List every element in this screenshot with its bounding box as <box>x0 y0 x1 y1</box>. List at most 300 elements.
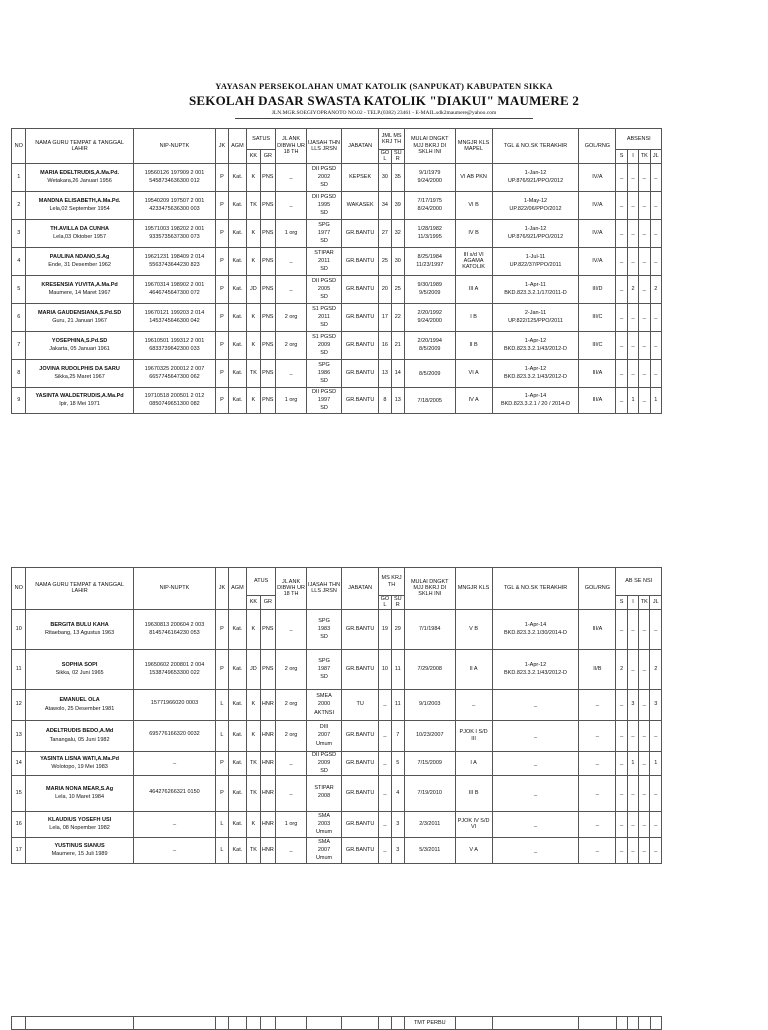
abs-s-cell: _ <box>616 247 627 275</box>
nip-cell-line: 19630813 200604 2 003 <box>144 621 205 628</box>
col-diploma: IJASAH THN LLS JRSN <box>307 129 342 164</box>
nip-cell-line: 6657745647300 062 <box>149 374 200 381</box>
col-abs-jl: JL <box>650 150 662 164</box>
abs-tk-cell: _ <box>639 191 650 219</box>
sk-cell-line: 1-Jan-12 <box>524 169 547 176</box>
kk-cell: TK <box>247 751 260 775</box>
sk-cell-line: 1-Jan-12 <box>524 225 547 232</box>
col-sk: TGL & NO.SK TERAKHIR <box>492 129 579 164</box>
diploma-cell <box>307 775 342 811</box>
start-date-cell-line: 7/17/1975 <box>417 197 442 204</box>
diploma-cell-line: AKTNSI <box>314 709 334 716</box>
diploma-cell-line: STIPAR <box>314 784 334 791</box>
start-date-cell: 10/23/2007 <box>404 720 455 751</box>
abs-s-cell: _ <box>616 689 627 720</box>
golrng-cell: IV/A <box>579 191 616 219</box>
religion-cell: Kat. <box>228 689 247 720</box>
abs-i-cell: 1 <box>627 387 638 413</box>
jk-cell: P <box>216 191 228 219</box>
start-date-cell-line: 9/1/1979 <box>419 169 441 176</box>
start-date-cell: 7/15/2009 <box>404 751 455 775</box>
abs-i-cell: _ <box>627 163 638 191</box>
col-nip: NIP-NUPTK <box>133 129 216 164</box>
start-date-cell <box>404 331 455 359</box>
start-date-cell-line: 9/24/2000 <box>417 318 442 325</box>
golrng-cell: IV/A <box>579 163 616 191</box>
table-row <box>12 331 662 359</box>
diploma-cell-line: SD <box>320 238 328 245</box>
diploma-cell <box>307 275 342 303</box>
abs-tk-cell: _ <box>639 609 650 649</box>
sur-cell: 25 <box>391 275 404 303</box>
row-no: 16 <box>12 811 26 837</box>
teacher-name-cell <box>26 303 133 331</box>
diploma-cell <box>307 720 342 751</box>
table-row <box>12 303 662 331</box>
abs-jl-cell: _ <box>650 837 662 863</box>
position-cell: GR.BANTU <box>342 359 379 387</box>
table-row <box>12 775 662 811</box>
children-cell: 2 org <box>276 689 307 720</box>
teacher-name-cell-line: Sikka,25 Maret 1967 <box>54 374 105 381</box>
diploma-cell <box>307 811 342 837</box>
teacher-name-cell-line: MANDNA ELISABETH,A.Ma.Pd. <box>38 197 121 204</box>
children-cell: _ <box>276 275 307 303</box>
gol-cell: 19 <box>379 609 391 649</box>
class-cell: I A <box>455 751 492 775</box>
teacher-name-cell-line: Wetakara,26 Januari 1956 <box>47 178 112 185</box>
gol-cell: 27 <box>379 219 391 247</box>
row-no: 5 <box>12 275 26 303</box>
diploma-cell-line: Umum <box>315 829 333 836</box>
diploma-cell-line: SMA <box>318 812 330 819</box>
diploma-cell-line: SD <box>320 378 328 385</box>
abs-i-cell: _ <box>627 191 638 219</box>
diploma-cell <box>307 303 342 331</box>
school-title: SEKOLAH DASAR SWASTA KATOLIK "DIAKUI" MAUMERE 2 <box>188 93 580 108</box>
abs-jl-cell: _ <box>650 219 662 247</box>
nip-cell-line: 4233475636300 003 <box>149 206 200 213</box>
sk-cell-line: BKD.823.3.2.1/30/2014-D <box>503 630 567 637</box>
diploma-cell-line: S1 PGSD <box>312 333 336 340</box>
religion-cell: Kat. <box>228 837 247 863</box>
abs-i-cell: _ <box>627 219 638 247</box>
teacher-name-cell-line: YASINTA WALDETRUDIS,A.Ma.Pd <box>35 392 124 399</box>
start-date-cell-line: 8/5/2009 <box>419 370 441 377</box>
diploma-cell <box>307 751 342 775</box>
teacher-name-cell-line: Ende, 31 Desember 1962 <box>48 262 111 269</box>
gol-cell: 30 <box>379 163 391 191</box>
position-cell: GR.BANTU <box>342 751 379 775</box>
abs-jl-cell: 3 <box>650 689 662 720</box>
col2-abs-jl: JL <box>650 596 662 610</box>
nip-cell-line: 19670121 199203 2 014 <box>144 309 205 316</box>
col-start: MULAI DNGKT MJJ BKRJ DI SKLH INI <box>404 129 455 164</box>
col2-absence: AB SE NSI <box>616 568 662 596</box>
kk-cell: K <box>247 720 260 751</box>
jk-cell: L <box>216 720 228 751</box>
religion-cell: Kat. <box>228 751 247 775</box>
diploma-cell-line: 1986 <box>317 369 331 376</box>
kk-cell: TK <box>247 191 260 219</box>
class-subject-cell: I B <box>455 303 492 331</box>
teacher-name-cell-line: BERGITA BULU KAHA <box>50 621 109 628</box>
nip-cell <box>133 775 216 811</box>
nip-cell <box>133 359 216 387</box>
kk-cell: JD <box>247 275 260 303</box>
teacher-name-cell-line: Wolotopo, 19 Mei 1983 <box>51 764 108 771</box>
golrng-cell: III/D <box>579 275 616 303</box>
gr-cell: PNS <box>260 387 275 413</box>
gr-cell: PNS <box>260 163 275 191</box>
teacher-name-cell <box>26 811 133 837</box>
religion-cell: Kat. <box>228 720 247 751</box>
position-cell: GR.BANTU <box>342 275 379 303</box>
gr-cell: HNR <box>260 775 275 811</box>
teacher-name-cell-line: MARIA NONA MEAR,S.Ag <box>46 785 114 792</box>
col2-service: MS KRJ TH <box>379 568 405 596</box>
class-cell: III B <box>455 775 492 811</box>
sur-cell: 35 <box>391 163 404 191</box>
col-kk: KK <box>247 150 260 164</box>
start-date-cell: 2/3/2011 <box>404 811 455 837</box>
nip-cell-line: 19560126 197909 2 001 <box>144 169 205 176</box>
class-cell: _ <box>455 689 492 720</box>
row-no: 15 <box>12 775 26 811</box>
nip-cell-line: 9335735637300 073 <box>149 234 200 241</box>
col2-nip: NIP-NUPTK <box>133 568 216 610</box>
col-no: NO <box>12 129 26 164</box>
diploma-cell-line: 2005 <box>317 285 331 292</box>
col-jk: JK <box>216 129 228 164</box>
table-row <box>12 191 662 219</box>
abs-jl-cell: _ <box>650 811 662 837</box>
sk-cell <box>492 359 579 387</box>
nip-cell-line: _ <box>172 845 177 852</box>
jk-cell: P <box>216 331 228 359</box>
diploma-cell-line: 1977 <box>317 229 331 236</box>
nip-cell <box>133 303 216 331</box>
children-cell: 1 org <box>276 811 307 837</box>
teacher-name-cell-line: Ipir, 18 Mei 1971 <box>59 401 100 408</box>
kk-cell: K <box>247 247 260 275</box>
col-abs-i: I <box>627 150 638 164</box>
position-cell: GR.BANTU <box>342 303 379 331</box>
sk-cell <box>492 387 579 413</box>
nip-cell <box>133 191 216 219</box>
diploma-cell-line: 2011 <box>318 313 330 320</box>
col2-class: MNGJR KLS <box>455 568 492 610</box>
religion-cell: Kat. <box>228 811 247 837</box>
abs-jl-cell: 1 <box>650 387 662 413</box>
sur-cell: 4 <box>391 775 404 811</box>
nip-cell-line: 19610501 199312 2 001 <box>144 337 205 344</box>
nip-cell <box>133 219 216 247</box>
start-date-cell <box>404 191 455 219</box>
sur-cell: 11 <box>391 649 404 689</box>
jk-cell: L <box>216 837 228 863</box>
abs-s-cell: _ <box>616 331 627 359</box>
nip-cell-line: 19710518 200501 2 012 <box>144 392 205 399</box>
diploma-cell-line: DII PGSD <box>311 751 337 758</box>
abs-tk-cell: _ <box>639 359 650 387</box>
start-date-cell-line: 11/3/1995 <box>417 234 442 241</box>
teacher-name-cell-line: SOPHIA SOPI <box>61 661 98 668</box>
kk-cell: K <box>247 219 260 247</box>
jk-cell: L <box>216 689 228 720</box>
kk-cell: K <box>247 387 260 413</box>
start-date-cell <box>404 359 455 387</box>
diploma-cell <box>307 191 342 219</box>
sk-cell-line: 1-Apr-11 <box>525 281 546 288</box>
class-cell: PJOK IV S/D VI <box>455 811 492 837</box>
diploma-cell <box>307 219 342 247</box>
sk-cell-line: _ <box>533 733 538 740</box>
children-cell: 1 org <box>276 387 307 413</box>
position-cell: TU <box>342 689 379 720</box>
abs-i-cell: _ <box>627 811 638 837</box>
teacher-name-cell <box>26 609 133 649</box>
abs-jl-cell: _ <box>650 247 662 275</box>
children-cell: _ <box>276 163 307 191</box>
diploma-cell-line: SD <box>320 674 328 681</box>
teacher-name-cell <box>26 689 133 720</box>
nip-cell <box>133 387 216 413</box>
teacher-name-cell-line: JOVINA RUDOLPHIS DA SARU <box>39 365 120 372</box>
sk-cell <box>492 609 579 649</box>
golrng-cell: III/A <box>579 387 616 413</box>
sk-cell-line: 1-Jul-11 <box>525 253 546 260</box>
teacher-name-cell <box>26 720 133 751</box>
nip-cell-line: 8145746164230 053 <box>149 630 200 637</box>
sur-cell: 5 <box>391 751 404 775</box>
nip-cell-line: 19650602 200801 2 004 <box>144 661 205 668</box>
start-date-cell <box>404 387 455 413</box>
abs-jl-cell: _ <box>650 191 662 219</box>
teacher-name-cell-line: ADELTRUDIS BEDO,A.Md <box>45 728 114 735</box>
diploma-cell <box>307 331 342 359</box>
class-cell: II A <box>455 649 492 689</box>
abs-tk-cell: _ <box>639 649 650 689</box>
position-cell: GR.BANTU <box>342 775 379 811</box>
position-cell: GR.BANTU <box>342 837 379 863</box>
sk-cell-line: BKD.823.3.2.1/43/2012-D <box>504 374 567 381</box>
abs-jl-cell: _ <box>650 303 662 331</box>
diploma-cell-line: 2007 <box>317 846 331 853</box>
sk-cell-line: 1-Apr-12 <box>524 337 547 344</box>
sur-cell: 3 <box>391 811 404 837</box>
gr-cell: PNS <box>260 219 275 247</box>
sk-cell <box>492 720 579 751</box>
kk-cell: K <box>247 163 260 191</box>
col-children: JL ANK DIBWH UR 18 TH <box>276 129 307 164</box>
kk-cell: K <box>247 609 260 649</box>
position-cell: GR.BANTU <box>342 649 379 689</box>
diploma-cell-line: SD <box>320 768 328 775</box>
teacher-name-cell <box>26 191 133 219</box>
abs-s-cell: _ <box>616 303 627 331</box>
children-cell: 2 org <box>276 331 307 359</box>
diploma-cell-line: SD <box>320 182 328 189</box>
col2-gr: GR <box>260 596 275 610</box>
gol-cell: 17 <box>379 303 391 331</box>
gol-cell: 8 <box>379 387 391 413</box>
gr-cell: PNS <box>260 247 275 275</box>
abs-s-cell: _ <box>616 359 627 387</box>
nip-cell-line: 5563743644230 823 <box>149 262 200 269</box>
teacher-name-cell-line: MARIA GAUDENSIANA,S.Pd.SD <box>37 309 122 316</box>
col2-abs-s: S <box>616 596 627 610</box>
sk-cell-line: UP.822/37/PPO/2011 <box>509 262 562 269</box>
children-cell: _ <box>276 609 307 649</box>
start-date-cell-line: 7/18/2005 <box>417 397 442 404</box>
gol-cell: 20 <box>379 275 391 303</box>
col2-abs-tk: TK <box>639 596 650 610</box>
class-subject-cell: IV A <box>455 387 492 413</box>
nip-cell-line: 6833739642300 033 <box>149 346 200 353</box>
col-position: JABATAN <box>342 129 379 164</box>
col-golrng: GOL/RNG <box>579 129 616 164</box>
start-date-cell <box>404 303 455 331</box>
children-cell: 2 org <box>276 649 307 689</box>
jk-cell: L <box>216 811 228 837</box>
col-gol: GOL <box>380 150 390 163</box>
gol-cell: _ <box>379 720 391 751</box>
sur-cell: 29 <box>391 609 404 649</box>
diploma-cell-line: DII PGSD <box>311 165 337 172</box>
table-row <box>12 837 662 863</box>
nip-cell-line: 695776166320 0032 <box>149 731 200 738</box>
table-row <box>12 387 662 413</box>
nip-cell <box>133 247 216 275</box>
golrng-cell: _ <box>579 775 616 811</box>
gol-cell: 34 <box>379 191 391 219</box>
abs-s-cell: _ <box>616 775 627 811</box>
abs-jl-cell: _ <box>650 720 662 751</box>
teacher-table-3-partial <box>11 1016 662 1030</box>
teacher-name-cell-line: TH.AVILLA DA CUNHA <box>50 225 109 232</box>
col2-gol: GOL <box>380 596 390 609</box>
gr-cell: PNS <box>260 649 275 689</box>
row-no: 14 <box>12 751 26 775</box>
sk-cell-line: 1-Apr-14 <box>524 621 547 628</box>
table-row <box>12 247 662 275</box>
teacher-name-cell-line: Lela,03 Oktober 1957 <box>53 234 107 241</box>
start-date-cell-line: 8/24/2000 <box>417 206 442 213</box>
abs-i-cell: _ <box>627 837 638 863</box>
abs-i-cell: _ <box>627 649 638 689</box>
kk-cell: K <box>247 303 260 331</box>
start-date-cell-line: 9/5/2009 <box>419 290 441 297</box>
diploma-cell-line: SPG <box>318 657 330 664</box>
abs-tk-cell: _ <box>639 689 650 720</box>
jk-cell: P <box>216 359 228 387</box>
col3-partial-label: TMT PERBU <box>405 1017 456 1030</box>
golrng-cell: III/A <box>579 359 616 387</box>
row-no: 12 <box>12 689 26 720</box>
sk-cell <box>492 811 579 837</box>
abs-i-cell: _ <box>627 720 638 751</box>
diploma-cell-line: S1 PGSD <box>312 305 336 312</box>
start-date-cell <box>404 163 455 191</box>
start-date-cell-line: 2/20/1994 <box>417 337 442 344</box>
row-no: 17 <box>12 837 26 863</box>
abs-i-cell: _ <box>627 775 638 811</box>
diploma-cell <box>307 649 342 689</box>
class-subject-cell: III s/d VI AGAMA KATOLIK <box>455 247 492 275</box>
col2-status: ATUS <box>247 568 276 596</box>
teacher-name-cell <box>26 751 133 775</box>
religion-cell: Kat. <box>228 163 247 191</box>
position-cell: GR.BANTU <box>342 720 379 751</box>
teacher-table-2 <box>11 567 662 864</box>
nip-cell-line: _ <box>172 819 177 826</box>
nip-cell-line: 1538749653300 022 <box>149 670 200 677</box>
sk-cell-line: UP.822/06/PPO/2012 <box>509 206 562 213</box>
sk-cell <box>492 331 579 359</box>
sur-cell: 3 <box>391 837 404 863</box>
golrng-cell: IV/A <box>579 219 616 247</box>
class-subject-cell: VI B <box>455 191 492 219</box>
teacher-name-cell-line: Sikka, 02 Juni 1965 <box>55 670 104 677</box>
start-date-cell-line: 11/23/1997 <box>416 262 444 269</box>
sk-cell-line: 2-Jan-11 <box>524 309 547 316</box>
class-subject-cell: III A <box>455 275 492 303</box>
sk-cell-line: UP.822/125/PPO/2011 <box>508 318 563 325</box>
diploma-cell-line: 1995 <box>317 201 331 208</box>
kk-cell: K <box>247 811 260 837</box>
teacher-name-cell <box>26 247 133 275</box>
diploma-cell-line: SMEA <box>316 693 332 700</box>
col2-kk: KK <box>247 596 260 610</box>
table-row <box>12 751 662 775</box>
nip-cell-line: 19621231 198409 2 014 <box>144 253 205 260</box>
sk-cell <box>492 275 579 303</box>
col2-agm: AGM <box>228 568 247 610</box>
diploma-cell <box>307 359 342 387</box>
position-cell: GR.BANTU <box>342 609 379 649</box>
position-cell: GR.BANTU <box>342 811 379 837</box>
nip-cell <box>133 751 216 775</box>
nip-cell <box>133 837 216 863</box>
jk-cell: P <box>216 163 228 191</box>
religion-cell: Kat. <box>228 191 247 219</box>
sk-cell <box>492 163 579 191</box>
abs-i-cell: 1 <box>627 751 638 775</box>
abs-jl-cell: 1 <box>650 751 662 775</box>
abs-s-cell: _ <box>616 609 627 649</box>
religion-cell: Kat. <box>228 387 247 413</box>
kk-cell: TK <box>247 837 260 863</box>
abs-tk-cell: _ <box>639 387 650 413</box>
nip-cell <box>133 331 216 359</box>
sk-cell <box>492 219 579 247</box>
diploma-cell-line: SD <box>320 350 328 357</box>
teacher-name-cell-line: Lela, 10 Maret 1984 <box>55 794 105 801</box>
abs-tk-cell: _ <box>639 219 650 247</box>
abs-jl-cell: _ <box>650 331 662 359</box>
kk-cell: K <box>247 331 260 359</box>
nip-cell <box>133 649 216 689</box>
diploma-cell-line: SPG <box>318 221 330 228</box>
abs-i-cell: 2 <box>627 275 638 303</box>
diploma-cell-line: SMA <box>318 838 330 845</box>
teacher-name-cell-line: YOSEPHINA,S.Pd.SD <box>51 337 108 344</box>
col2-sur: SUR <box>391 596 404 610</box>
religion-cell: Kat. <box>228 247 247 275</box>
table-row <box>12 163 662 191</box>
nip-cell <box>133 163 216 191</box>
